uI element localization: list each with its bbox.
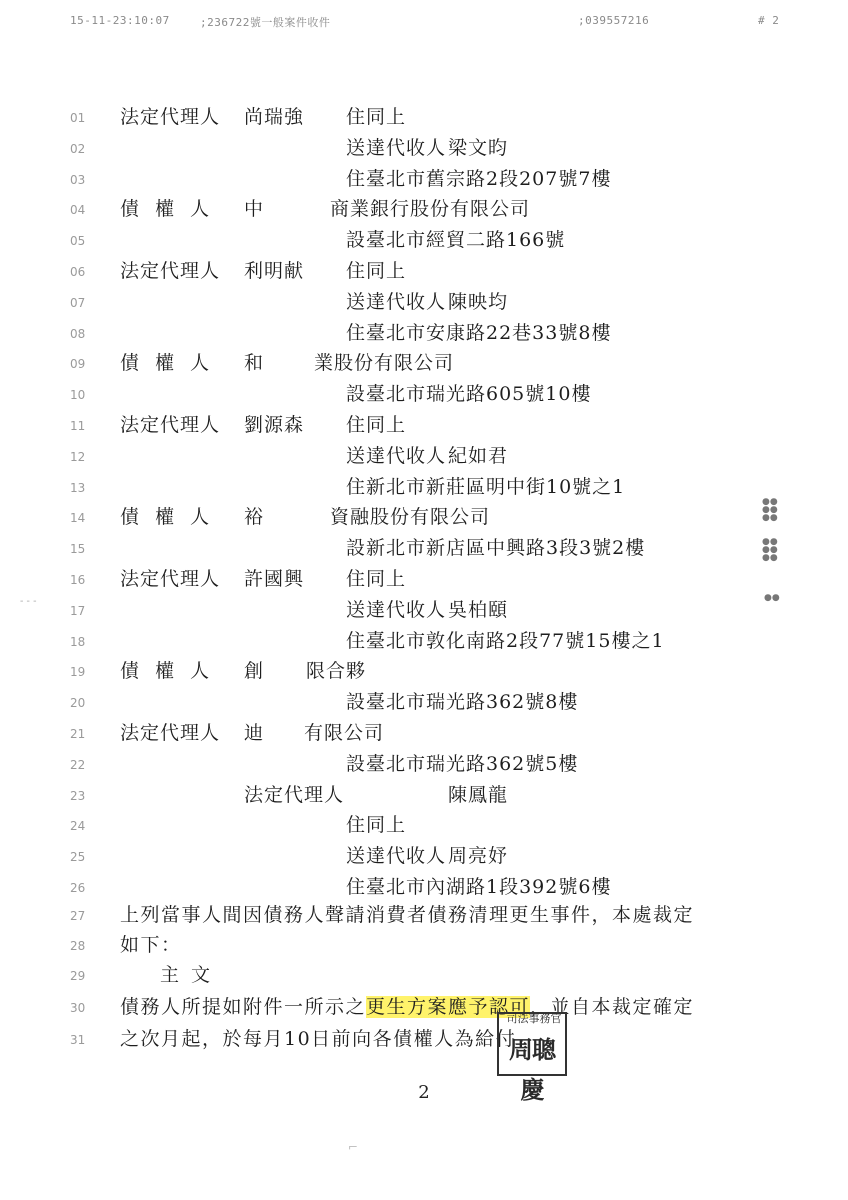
party-name: 迪 [244, 722, 265, 744]
fax-header [70, 14, 790, 32]
line-number: 12 [70, 449, 86, 464]
party-detail: 住臺北市敦化南路2段77號15樓之1 [346, 629, 665, 652]
line-number: 18 [70, 634, 86, 649]
party-line [0, 166, 848, 196]
party-detail: 送達代收人 [346, 598, 447, 621]
party-name: 法定代理人 [244, 783, 345, 806]
party-detail: 住臺北市安康路22巷33號8樓 [346, 321, 612, 344]
party-detail: 住新北市新莊區明中街10號之1 [346, 475, 626, 498]
party-name-continued: 業股份有限公司 [314, 352, 455, 375]
party-detail: 住同上 [346, 414, 407, 436]
ruling-text-post: ，並自本裁定確定 [530, 996, 695, 1018]
party-role: 法定代理人 [120, 260, 221, 282]
party-role: 債權人 [120, 198, 226, 221]
party-line [0, 196, 848, 226]
line-number: 29 [70, 969, 86, 983]
party-role: 債權人 [120, 660, 226, 683]
party-line [0, 566, 848, 596]
line-number: 22 [70, 757, 86, 772]
seal-name: 周聰慶 [509, 1035, 555, 1104]
line-number: 15 [70, 542, 86, 557]
party-detail: 住同上 [346, 814, 407, 837]
binding-dots-icon: ●● ●● ●● [762, 497, 778, 523]
party-line [0, 258, 848, 288]
line-number: 02 [70, 141, 86, 156]
seal-title: 司法事務官 [506, 1012, 562, 1025]
party-detail: 設臺北市瑞光路362號5樓 [346, 752, 579, 775]
page-number: 2 [418, 1082, 430, 1103]
party-line [0, 782, 848, 812]
party-line [0, 597, 848, 627]
party-line [0, 658, 848, 688]
party-role: 法定代理人 [120, 568, 221, 590]
line-number: 03 [70, 172, 86, 187]
binding-dots-icon: ●● [764, 593, 780, 603]
party-detail: 送達代收人 [346, 845, 447, 868]
party-name: 劉源森 [244, 414, 305, 436]
line-number: 09 [70, 357, 86, 372]
body-line-29 [0, 962, 848, 992]
party-line [0, 381, 848, 411]
line-number: 04 [70, 203, 86, 218]
line-number: 10 [70, 388, 86, 403]
party-detail: 設新北市新店區中興路3段3號2樓 [346, 537, 646, 560]
margin-mark: - - - [20, 596, 37, 607]
party-name: 尚瑞強 [244, 106, 305, 128]
party-line [0, 412, 848, 442]
party-agent-name: 陳映均 [448, 290, 509, 313]
main-text-heading: 主文 [160, 964, 223, 986]
line-number: 24 [70, 819, 86, 834]
party-name: 和 [244, 352, 265, 375]
party-detail: 住同上 [346, 106, 407, 128]
party-line [0, 289, 848, 319]
line-number: 30 [70, 1001, 86, 1015]
party-detail: 設臺北市瑞光路362號8樓 [346, 691, 579, 714]
party-agent-name: 梁文昀 [448, 136, 509, 159]
binding-dots-icon: ●● ●● ●● [762, 537, 778, 563]
line-number: 27 [70, 909, 86, 923]
line-number: 20 [70, 696, 86, 711]
body-line-28 [0, 932, 848, 962]
fax-page: # 2 [758, 14, 780, 27]
official-seal-stamp [497, 1012, 567, 1104]
party-line [0, 751, 848, 781]
party-detail: 住臺北市內湖路1段392號6樓 [346, 876, 612, 898]
line-number: 21 [70, 727, 86, 741]
party-line [0, 350, 848, 380]
party-line [0, 104, 848, 134]
party-name-continued: 商業銀行股份有限公司 [330, 198, 531, 221]
party-line [0, 720, 848, 750]
party-detail: 送達代收人 [346, 444, 447, 467]
party-line [0, 874, 848, 904]
line-number: 31 [70, 1033, 86, 1047]
party-role: 法定代理人 [120, 722, 221, 744]
party-detail: 住同上 [346, 260, 407, 282]
line-number: 28 [70, 939, 86, 953]
party-role: 法定代理人 [120, 106, 221, 128]
party-line [0, 535, 848, 565]
ruling-continuation: 之次月起，於每月10日前向各債權人為給付 [120, 1028, 517, 1050]
scan-mark: ⌐ [348, 1140, 359, 1154]
party-agent-name: 陳鳳龍 [448, 783, 509, 806]
party-line [0, 628, 848, 658]
ruling-main-text [120, 994, 694, 1020]
party-agent-name: 周亮妤 [448, 845, 509, 868]
ruling-text-pre: 債務人所提如附件一所示之 [120, 996, 367, 1018]
body-line-27 [0, 902, 848, 932]
party-line [0, 443, 848, 473]
party-agent-name: 吳柏頤 [448, 598, 509, 621]
line-number: 05 [70, 234, 86, 249]
party-agent-name: 紀如君 [448, 444, 509, 467]
line-number: 07 [70, 295, 86, 310]
party-detail: 送達代收人 [346, 290, 447, 313]
line-number: 17 [70, 603, 86, 618]
line-number: 01 [70, 111, 86, 125]
party-line [0, 320, 848, 350]
party-line [0, 227, 848, 257]
fax-number: ;039557216 [578, 14, 650, 27]
party-name-continued: 有限公司 [304, 722, 385, 744]
ruling-intro: 上列當事人間因債務人聲請消費者債務清理更生事件，本處裁定 [120, 904, 695, 926]
party-role: 法定代理人 [120, 414, 221, 436]
highlighted-text: 更生方案應予認可 [366, 996, 531, 1018]
party-line [0, 135, 848, 165]
line-number: 16 [70, 573, 86, 587]
ruling-intro-end: 如下： [120, 934, 182, 956]
party-name-continued: 限合夥 [306, 660, 367, 683]
line-number: 13 [70, 480, 86, 495]
party-detail: 送達代收人 [346, 136, 447, 159]
line-number: 19 [70, 665, 86, 680]
party-role: 債權人 [120, 506, 226, 529]
party-role: 債權人 [120, 352, 226, 375]
line-number: 06 [70, 265, 86, 279]
body-line-31 [0, 1026, 848, 1056]
line-number: 23 [70, 788, 86, 803]
party-line [0, 689, 848, 719]
party-name: 利明献 [244, 260, 305, 282]
party-detail: 住臺北市舊宗路2段207號7樓 [346, 167, 612, 190]
body-line-30 [0, 994, 848, 1024]
party-detail: 設臺北市瑞光路605號10樓 [346, 383, 592, 406]
line-number: 08 [70, 326, 86, 341]
party-line [0, 504, 848, 534]
party-line [0, 843, 848, 873]
fax-timestamp: 15-11-23:10:07 [70, 14, 170, 27]
party-name: 裕 [244, 506, 265, 529]
party-line [0, 474, 848, 504]
party-line [0, 812, 848, 842]
party-name: 中 [244, 198, 265, 221]
party-name: 許國興 [244, 568, 305, 590]
party-detail: 設臺北市經貿二路166號 [346, 229, 566, 252]
party-detail: 住同上 [346, 568, 407, 590]
party-name-continued: 資融股份有限公司 [330, 506, 491, 529]
fax-sender: ;236722號一般案件收件 [200, 16, 331, 29]
line-number: 26 [70, 881, 86, 895]
party-name: 創 [244, 660, 265, 683]
line-number: 25 [70, 850, 86, 865]
line-number: 14 [70, 511, 86, 526]
line-number: 11 [70, 419, 86, 433]
